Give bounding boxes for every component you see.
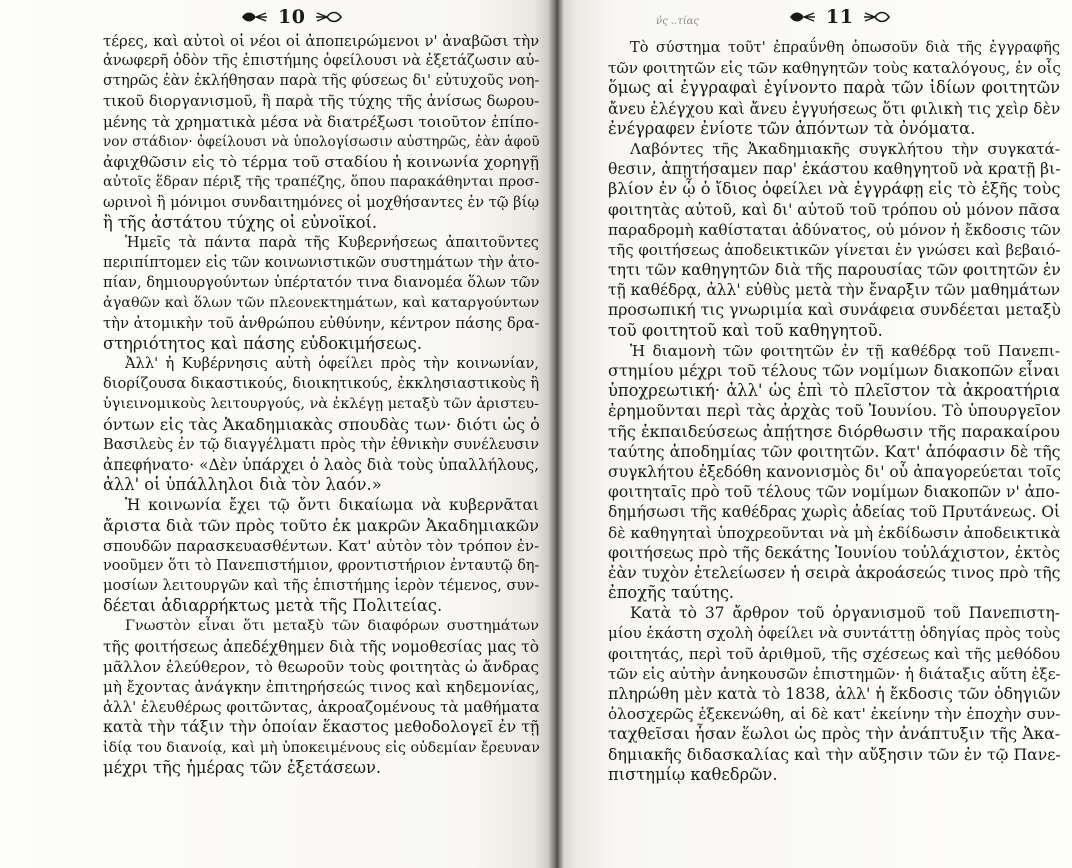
text-line: όντων εἰς τὰς Ἀκαδημιακὰς σπουδὰς των· διότι ὡς ὁ	[103, 414, 540, 434]
text-line: στημίου μέχρι τοῦ τέλους τῶν νομίμων διακοπῶν εἶναι	[608, 361, 1060, 380]
page-number: 10	[278, 6, 306, 28]
page-header	[788, 6, 891, 28]
text-line: φοιτηταῖς πρὸ τοῦ τέλους τῶν νομίμων διακοπῶν ν' ἀπο-	[608, 483, 1060, 502]
text-line: φοιτητάς, περὶ τοῦ ἀριθμοῦ, τῆς σχέσεως καὶ τῆς μεθόδου	[608, 644, 1061, 663]
text-line: ἀπεφήνατο· «Δὲν ὑπάρχει ὁ λαὸς διὰ τοὺς ὑπαλλήλους,	[103, 455, 540, 474]
text-line: τητι τῶν καθηγητῶν διὰ τῆς παρουσίας τῶν φοιτητῶν ἐν	[608, 261, 1061, 280]
text-line: τῆς φοιτήσεως ἀπεδέχθημεν διὰ τῆς νομοθεσίας μας τὸ	[103, 637, 539, 656]
text-line: τικοῦ διοργανισμοῦ, ἢ παρὰ τῆς τύχης τῆς ἀνίσως δωρου-	[103, 92, 540, 110]
text-line: Ἡμεῖς τὰ πάντα παρὰ τῆς Κυβερνήσεως ἀπαιτοῦντες	[125, 233, 539, 251]
left-ornament-icon	[788, 10, 816, 24]
text-line: ὑποχρεωτική· ἀλλ' ὡς ἐπὶ τὸ πλεῖστον τὰ ἀκροατήρια	[608, 381, 1060, 401]
text-line: ἢ τῆς ἀστάτου τύχης οἱ εὐνοϊκοί.	[103, 212, 378, 232]
page-header	[240, 6, 343, 28]
text-line: ἐὰν τυχὸν ἐτελείωσεν ἡ σειρὰ ἀκροάσεώς τινος πρὸ τῆς	[608, 562, 1061, 582]
page-number: 11	[826, 6, 854, 28]
right-page	[556, 0, 1072, 868]
text-line: φοιτήσεως πρὸ τῆς δεκάτης Ἰουνίου τοὐλάχιστον, ἐκτὸς	[608, 542, 1061, 562]
text-line: Βασιλεὺς ἐν τῷ διαγγέλματι πρὸς τὴν ἐθνικὴν συνέλευσιν	[103, 435, 539, 453]
stray-mark: ν̓ς ..τίας	[656, 16, 700, 27]
text-line: δὲ καθηγηταὶ ὑποχρεοῦνται νὰ μὴ ἐκδίδωσιν ἀποδεικτικὰ	[608, 523, 1061, 542]
text-line: μὴ ἔχοντας ἀνάγκην ἐπιτηρήσεώς τινος καὶ κηδεμονίας,	[103, 678, 540, 696]
text-line: βλίον ἐν ᾧ ὁ ἴδιος ὀφείλει νὰ ἐγγράφῃ εἰς τὸ ἑξῆς τοὺς	[608, 179, 1061, 199]
text-line: παραδρομὴ καθίσταται ἀδύνατος, οὐ μόνον ἡ ἔκδοσις τῶν	[608, 220, 1061, 239]
text-line: ἄνευ ἐλέγχου καὶ ἄνευ ἐγγυήσεως ὅτι φιλικὴ τις χεὶρ δὲν	[608, 99, 1061, 118]
text-line: Κατὰ τὸ 37 ἄρθρον τοῦ ὀργανισμοῦ τοῦ Πανεπιστη-	[630, 604, 1060, 623]
text-line: δημιακῆς διδασκαλίας καὶ τὴν αὔξησιν τῶν ἐν τῷ Πανε-	[608, 744, 1061, 764]
text-line: τῆς φοιτήσεως ἀποδεικτικῶν γίνεται ἐν γνώσει καὶ βεβαιό-	[608, 240, 1061, 259]
text-line: πίαν, δημιουργούντων ὑπέρτατόν τινα διανομέα ὅλων τῶν	[103, 274, 540, 292]
text-line: ταύτης ἀποδημίας τῶν φοιτητῶν. Κατ' ἀπόφασιν δὲ τῆς	[608, 441, 1061, 461]
text-line: μέχρι τῆς ἡμέρας τῶν ἐξετάσεων.	[103, 757, 382, 777]
text-line: ἀφιχθῶσιν εἰς τὸ τέρμα τοῦ σταδίου ἡ κοινωνία χορηγῇ	[103, 153, 539, 172]
right-ornament-icon	[315, 10, 343, 24]
text-line: ἐνέγραφεν ἐνίοτε τῶν ἀπόντων τὰ ὀνόματα.	[608, 118, 976, 138]
text-line: μοσίων λειτουργῶν καὶ τῆς ἐπιστήμης ἱερὸν τέμενος, συν-	[103, 577, 540, 595]
text-line: νον στάδιον· ὀφείλουσι νὰ ὑπολογίσωσιν αὐστηρῶς, ἐὰν ἀφοῦ	[103, 133, 540, 150]
text-line: ὅμως αἱ ἐγγραφαὶ ἐγίνοντο παρὰ τῶν ἰδίων φοιτητῶν	[608, 78, 1060, 98]
text-line: τοῦ φοιτητοῦ καὶ τοῦ καθηγητοῦ.	[608, 320, 883, 340]
text-line: πληρώθη μὲν κατὰ τὸ 1838, ἀλλ' ἡ ἔκδοσις τῶν ὁδηγιῶν	[608, 684, 1061, 703]
text-line: ὁλοσχερῶς ἐξεκενώθη, αἱ δὲ κατ' ἐκείνην τὴν ἐποχὴν συν-	[608, 705, 1061, 724]
text-line: ωρινοὶ ἢ μόνιμοι συνδαιτημόνες οἱ μοχθήσαντες ἐν τῷ βίῳ	[103, 194, 540, 211]
text-line: μίου ἑκάστη σχολὴ ὀφείλει νὰ συντάττῃ ὁδηγίας πρὸς τοὺς	[608, 624, 1061, 643]
book-gutter	[548, 0, 564, 868]
text-line: συγκλήτου ἐξεδόθη κανονισμὸς δι' οὗ ἀπαγορεύεται τοῖς	[608, 462, 1061, 481]
text-line: θεσιν, ἀπῃτήσαμεν παρ' ἑκάστου καθηγητοῦ νὰ κρατῇ βι-	[608, 160, 1061, 179]
text-line: δέεται ἀδιαρρήκτως μετὰ τῆς Πολιτείας.	[103, 596, 443, 616]
text-line: κατὰ τὴν τάξιν τὴν ὁποίαν ἕκαστος μεθοδολογεῖ ἐν τῇ	[103, 717, 540, 737]
text-line: ἀλλ' ἐλευθέρως φοιτῶντας, ἀκροαζομένους τὰ μαθήματα	[103, 698, 540, 717]
text-line: Γνωστὸν εἶναι ὅτι μεταξὺ τῶν διαφόρων συστημάτων	[125, 618, 539, 635]
text-line: Ἡ κοινωνία ἔχει τῷ ὄντι δικαίωμα νὰ κυβερνᾶται	[125, 496, 539, 515]
text-line: διορίζουσα δικαστικούς, διοικητικούς, ἐκκλησιαστικοὺς ἢ	[103, 375, 540, 393]
text-line: ἄριστα διὰ τῶν πρὸς τοῦτο ἐκ μακρῶν Ἀκαδημιακῶν	[103, 515, 539, 535]
text-line: πιστημίῳ καθεδρῶν.	[608, 764, 778, 784]
text-line: Τὸ σύστημα τοῦτ' ἐπραΰνθη ὁπωσοῦν διὰ τῆς ἐγγραφῆς	[630, 39, 1060, 56]
text-line: στηριότητος καὶ πάσης εὐδοκιμήσεως.	[103, 333, 423, 353]
text-line: τῶν φοιτητῶν εἰς τῶν καθηγητῶν τοὺς καταλόγους, ἐν οἷς	[608, 59, 1061, 78]
text-line: Ἀλλ' ἡ Κυβέρνησις αὐτὴ ὀφείλει πρὸς τὴν κοινωνίαν,	[125, 355, 539, 372]
right-ornament-icon	[863, 10, 891, 24]
left-page-body	[103, 31, 539, 778]
text-line: τὴν ἀτομικὴν τοῦ ἀνθρώπου εὐθύνην, κέντρον πάσης δρα-	[103, 314, 540, 332]
text-line: μένης τὰ χρηματικὰ μέσα νὰ διατρέξωσι τοιοῦτον ἐπίπο-	[103, 112, 539, 131]
text-line: τῶν εἰς αὐτὴν ἀνηκουσῶν ἐπιστημῶν· ἡ διάταξις αὕτη ἐξε-	[608, 664, 1061, 683]
text-line: Λαβόντες τῆς Ἀκαδημιακῆς συγκλήτου τὴν συγκατά-	[630, 139, 1060, 158]
text-line: Ἡ διαμονὴ τῶν φοιτητῶν ἐν τῇ καθέδρᾳ τοῦ Πανεπι-	[630, 341, 1060, 360]
text-line: τῇ καθέδρᾳ, ἀλλ' εὐθὺς μετὰ τὴν ἔναρξιν τῶν μαθημάτων	[608, 281, 1060, 300]
left-ornament-icon	[240, 10, 268, 24]
text-line: ὑγιεινομικοὺς λειτουργούς, νὰ ἐκλέγῃ μεταξὺ τῶν ἀριστευ-	[103, 396, 539, 413]
text-line: αὐτοῖς ἕδραν πέριξ τῆς τραπέζης, ὅπου παρακάθηνται προσ-	[103, 174, 540, 191]
text-line: ἀλλ' οἱ ὑπάλληλοι διὰ τὸν λαόν.»	[103, 475, 382, 495]
text-line: περιπίπτομεν εἰς τῶν κοινωνιστικῶν συστημάτων τὴν ἀτο-	[103, 255, 540, 272]
text-line: ἐρημοῦνται περὶ τὰς ἀρχὰς τοῦ Ἰουνίου. Τὸ ὑπουργεῖον	[608, 401, 1061, 421]
text-line: τέρες, καὶ αὐτοὶ οἱ νέοι οἱ ἀποπειρώμενοι ν' ἀναβῶσι τὴν	[103, 32, 540, 50]
text-line: φοιτητὰς αὐτοῦ, καὶ δι' αὐτοῦ τοῦ τρόπου οὐ μόνον πᾶσα	[608, 200, 1060, 219]
text-line: μᾶλλον ἐλεύθερον, τὸ θεωροῦν τοὺς φοιτητὰς ὡ ἄνδρας	[103, 657, 539, 676]
text-line: τῆς ἐκπαιδεύσεως ἀπῄτησε διόρθωσιν τῆς παρακαίρου	[608, 421, 1060, 441]
text-line: ἐποχῆς ταύτης.	[608, 583, 735, 603]
text-line: ἰδίᾳ του διανοίᾳ, καὶ μὴ ὑποκειμένους εἰς οὐδεμίαν ἔρευναν	[103, 739, 540, 756]
right-page-body	[608, 38, 1060, 785]
text-line: στηρῶς ἐὰν ἐκλήθησαν παρὰ τῆς φύσεως δι' εὐτυχοῦς νοη-	[103, 72, 540, 90]
text-line: προσωπική τις γνωριμία καὶ συνάφεια συνδέεται μεταξὺ	[608, 301, 1061, 320]
text-line: ἀνωφερῆ ὁδὸν τῆς ἐπιστήμης ὀφείλουσι νὰ ἐξετάζωσιν αὐ-	[103, 52, 540, 70]
text-line: σπουδῶν παρασκευασθέντων. Κατ' αὐτὸν τὸν τρόπον ἐν-	[103, 536, 540, 555]
text-line: δημήσωσι τῆς καθέδρας χωρὶς ἀδείας τοῦ Πρυτάνεως. Οἱ	[608, 503, 1061, 522]
text-line: νοοῦμεν ὅτι τὸ Πανεπιστήμιον, φροντιστήριον ἐνταυτῷ δη-	[103, 557, 540, 574]
text-line: ταχθεῖσαι ἦσαν ἕωλοι ὡς πρὸς τὴν ἀνάπτυξιν τῆς Ἀκα-	[608, 724, 1061, 744]
text-line: ἀγαθῶν καὶ ὅλων τῶν πλεονεκτημάτων, καὶ καταργούντων	[103, 295, 540, 312]
